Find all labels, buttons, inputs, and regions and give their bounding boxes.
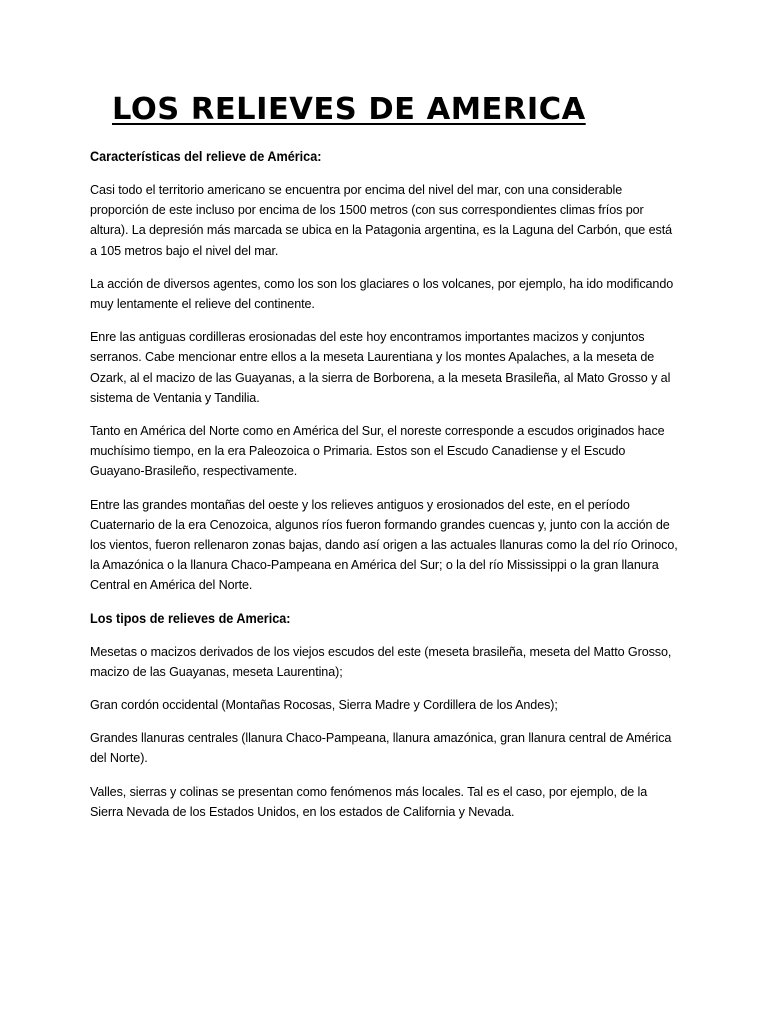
paragraph-eastern-ranges: Enre las antiguas cordilleras erosionadas del este hoy encontramos importantes macizos y conjuntos serranos. Cabe mencionar entre ellos a la meseta Laurentiana y los montes Apalaches, a la meseta de Ozark, al el macizo de las Guayanas, a la sierra de Borborena, a la meseta Brasileña, al Mato Grosso y al sistema de Ventania y Tandilia. (90, 330, 671, 405)
paragraph-agents: La acción de diversos agentes, como los son los glaciares o los volcanes, por ejemplo, ha ido modificando muy lentamente el relieve del continente. (90, 276, 674, 312)
paragraph-plains: Entre las grandes montañas del oeste y los relieves antiguos y erosionados del este, en el período Cuaternario de la era Cenozoica, algunos ríos fueron formando grandes cuencas y, junto con la acción de los vientos, fueron rellenaron zonas bajas, dando así origen a las actuales llanuras como la del río Orinoco, la Amazónica o la llanura Chaco-Pampeana en América del Sur; o la del río Mississippi o la gran llanura Central en América del Norte. (90, 497, 678, 593)
section-heading-characteristics: Características del relieve de América: (90, 149, 322, 164)
relief-type-local-features: Valles, sierras y colinas se presentan como fenómenos más locales. Tal es el caso, por ejemplo, de la Sierra Nevada de los Estados Unidos, en los estados de California y Nevada. (90, 784, 648, 819)
paragraph-shields: Tanto en América del Norte como en América del Sur, el noreste corresponde a escudos originados hace muchísimo tiempo, en la era Paleozoica o Primaria. Estos son el Escudo Canadiense y el Escudo Guayano-Brasileño, respectivamente. (90, 424, 665, 479)
relief-type-plateaus: Mesetas o macizos derivados de los viejos escudos del este (meseta brasileña, meseta del Matto Grosso, macizo de las Guayanas, meseta Laurentina); (90, 644, 672, 679)
relief-type-central-plains: Grandes llanuras centrales (llanura Chaco-Pampeana, llanura amazónica, gran llanura central de América del Norte). (90, 731, 672, 766)
document-body (90, 147, 682, 835)
section-heading-types: Los tipos de relieves de America: (90, 610, 291, 626)
paragraph-territory: Casi todo el territorio americano se encuentra por encima del nivel del mar, con una considerable proporción de este incluso por encima de los 1500 metros (con sus correspondientes climas fríos por altura). La depresión más marcada se ubica en la Patagonia argentina, es la Laguna del Carbón, que está a 105 metros bajo el nivel del mar. (90, 183, 672, 258)
document-title: LOS RELIEVES DE AMERICA (112, 92, 586, 127)
relief-type-western-cordillera: Gran cordón occidental (Montañas Rocosas, Sierra Madre y Cordillera de los Andes); (90, 698, 558, 713)
